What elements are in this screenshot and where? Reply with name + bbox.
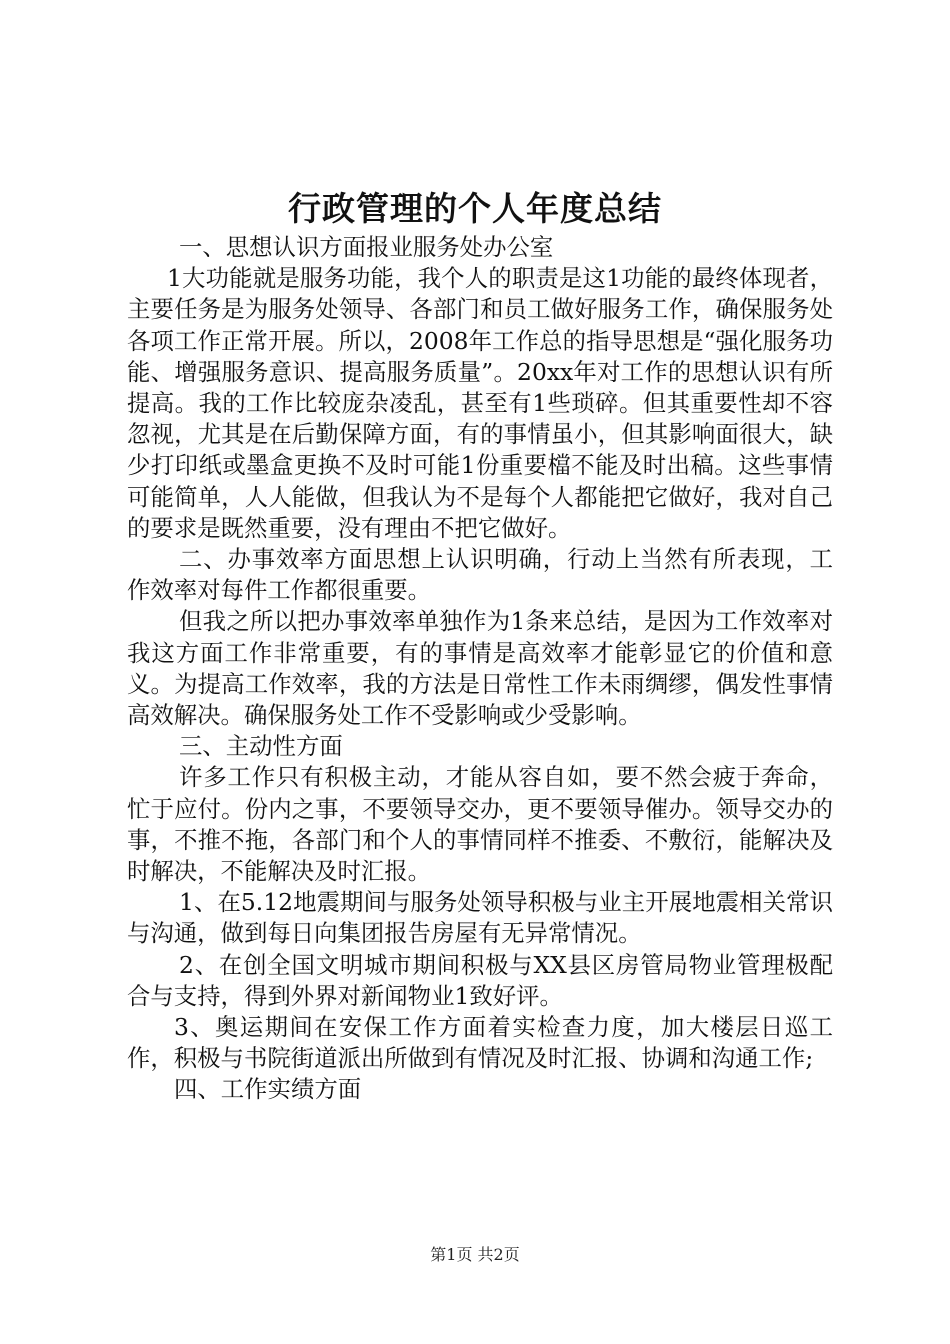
- paragraph-section-1-heading: 一、思想认识方面报业服务处办公室: [179, 233, 554, 261]
- paragraph-section-3-body: 许多工作只有积极主动，才能从容自如，要不然会疲于奔命，忙于应付。份内之事，不要领导交办，更不要领导催办。领导交办的事，不推不拖，各部门和个人的事情同样不推委、不敷衍，能解决及时解决，不能解决及时汇报。: [127, 763, 833, 886]
- paragraph-section-4-heading: 四、工作实绩方面: [174, 1075, 362, 1104]
- paragraph-section-3-heading: 三、主动性方面: [179, 732, 343, 761]
- paragraph-section-1-body: 1大功能就是服务功能，我个人的职责是这1功能的最终体现者，主要任务是为服务处领导、各部门和员工做好服务工作，确保服务处各项工作正常开展。所以，2008年工作总的指导思想是“强化服务功能、增强服务意识、提高服务质量”。20xx年对工作的思想认识有所提高。我的工作比较庞杂凌乱，甚至有1些琐碎。但其重要性却不容忽视，尤其是在后勤保障方面，有的事情虽小，但其影响面很大，缺少打印纸或墨盒更换不及时可能1份重要檔不能及时出稿。这些事情可能简单，人人能做，但我认为不是每个人都能把它做好，我对自己的要求是既然重要，没有理由不把它做好。: [127, 264, 833, 542]
- paragraph-section-2-body: 但我之所以把办事效率单独作为1条来总结，是因为工作效率对我这方面工作非常重要，有的事情是高效率才能彰显它的价值和意义。为提高工作效率，我的方法是日常性工作未雨绸缪，偶发性事情高效解决。确保服务处工作不受影响或少受影响。: [127, 607, 833, 730]
- page-number-footer: 第1页 共2页: [430, 1245, 520, 1264]
- document-body: [127, 232, 833, 1106]
- paragraph-section-2-heading: 二、办事效率方面思想上认识明确，行动上当然有所表现，工作效率对每件工作都很重要。: [127, 545, 833, 605]
- paragraph-item-1: 1、在5.12地震期间与服务处领导积极与业主开展地震相关常识与沟通，做到每日向集团报告房屋有无异常情况。: [127, 888, 833, 948]
- document-title: 行政管理的个人年度总结: [288, 189, 662, 228]
- paragraph-item-3: 3、奥运期间在安保工作方面着实检查力度，加大楼层日巡工作，积极与书院街道派出所做到有情况及时汇报、协调和沟通工作;: [127, 1013, 833, 1073]
- paragraph-item-2: 2、在创全国文明城市期间积极与XX县区房管局物业管理极配合与支持，得到外界对新闻物业1致好评。: [127, 950, 833, 1010]
